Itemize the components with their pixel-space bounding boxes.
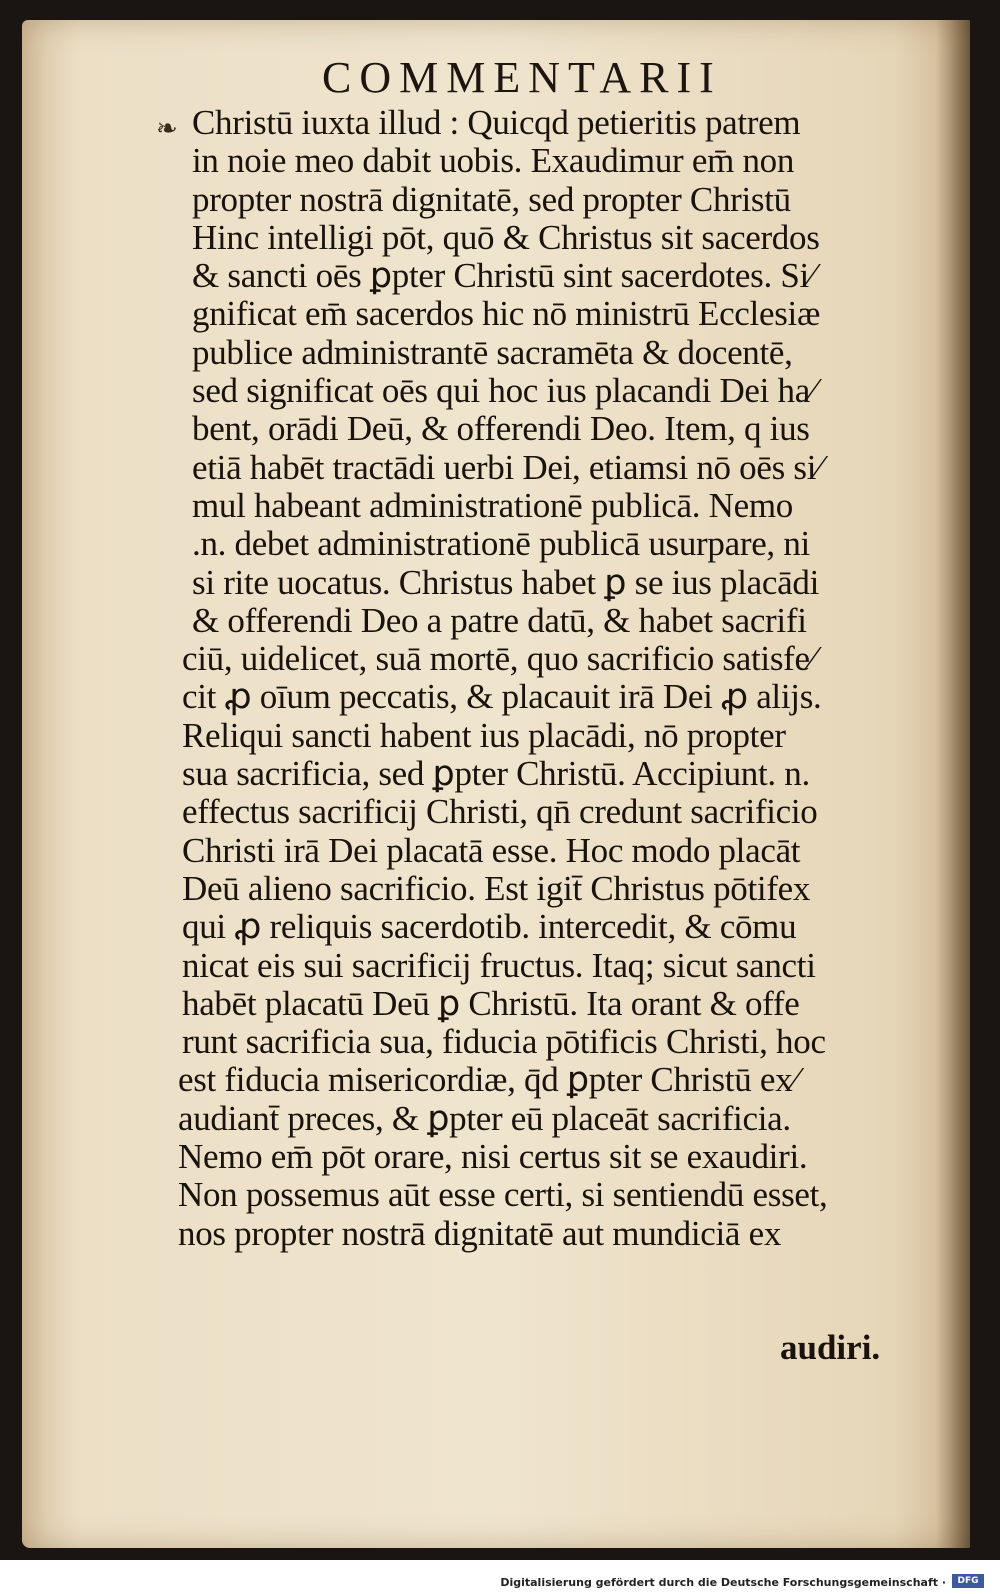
- text-line: nicat eis sui sacrificij fructus. Itaq; sicut sancti: [182, 945, 816, 985]
- text-line: qui ꝓ reliquis sacerdotib. intercedit, & cōmu: [182, 907, 797, 947]
- text-line: est fiducia misericordiæ, q̄d ꝑpter Christū ex⁄: [178, 1060, 798, 1100]
- text-line: Christi irā Dei placatā esse. Hoc modo placāt: [182, 830, 801, 870]
- text-line: etiā habēt tractādi uerbi Dei, etiamsi nō oēs si⁄: [192, 447, 822, 487]
- text-line: cit ꝓ oīum peccatis, & placauit irā Dei ꝓ alijs.: [182, 677, 822, 717]
- text-line: sed significat oēs qui hoc ius placandi Dei ha⁄: [192, 371, 816, 411]
- text-line: mul habeant administrationē publicā. Nemo: [192, 485, 794, 525]
- catchword: audiri.: [780, 1328, 881, 1367]
- page-gutter-shadow: [936, 20, 970, 1548]
- text-line: & sancti oēs ꝑpter Christū sint sacerdotes. Si⁄: [192, 256, 815, 296]
- text-line: & offerendi Deo a patre datū, & habet sacrifi: [192, 600, 807, 640]
- text-line: .n. debet administrationē publicā usurpare, ni: [192, 524, 810, 564]
- text-line: Reliqui sancti habent ius placādi, nō propter: [182, 715, 786, 755]
- text-line: habēt placatū Deū ꝑ Christū. Ita orant & offe: [182, 983, 800, 1023]
- text-line: effectus sacrificij Christi, qn̄ credunt sacrificio: [182, 792, 818, 832]
- text-line: in noie meo dabit uobis. Exaudimur em̄ non: [192, 141, 795, 181]
- dfg-logo: DFG: [952, 1574, 984, 1588]
- footer-credit: Digitalisierung gefördert durch die Deutsche Forschungsgemeinschaft ·: [500, 1576, 946, 1589]
- text-line: nos propter nostrā dignitatē aut mundiciā ex: [178, 1213, 782, 1253]
- text-line: si rite uocatus. Christus habet ꝑ se ius placādi: [192, 562, 819, 602]
- text-line: Nemo em̄ pōt orare, nisi certus sit se exaudiri.: [178, 1137, 808, 1177]
- text-line: sua sacrificia, sed ꝑpter Christū. Accipiunt. n.: [182, 754, 810, 794]
- text-line: publice administrantē sacramēta & docentē,: [192, 332, 793, 372]
- text-line: Non possemus aūt esse certi, si sentiendū esset,: [178, 1175, 828, 1215]
- text-line: audiant̄ preces, & ꝑpter eū placeāt sacrificia.: [178, 1098, 791, 1138]
- text-line: gnificat em̄ sacerdos hic nō ministrū Ecclesiæ: [192, 294, 820, 334]
- running-head: COMMENTARII: [322, 53, 722, 102]
- text-line: runt sacrificia sua, fiducia pōtificis Christi, hoc: [182, 1022, 826, 1062]
- text-line: Deū alieno sacrificio. Est igit̄ Christus pōtifex: [182, 868, 811, 908]
- text-line: Christū iuxta illud : Quicqd petieritis patrem: [192, 103, 801, 142]
- text-line: bent, orādi Deū, & offerendi Deo. Item, q ius: [192, 409, 810, 449]
- text-line: propter nostrā dignitatē, sed propter Christū: [192, 179, 791, 219]
- marginal-hand-icon: ❧: [156, 114, 178, 144]
- text-line: Hinc intelligi pōt, quō & Christus sit sacerdos: [192, 217, 820, 257]
- body-text: [178, 103, 932, 1253]
- text-line: ciū, uidelicet, suā mortē, quo sacrificio satisfe⁄: [182, 639, 816, 679]
